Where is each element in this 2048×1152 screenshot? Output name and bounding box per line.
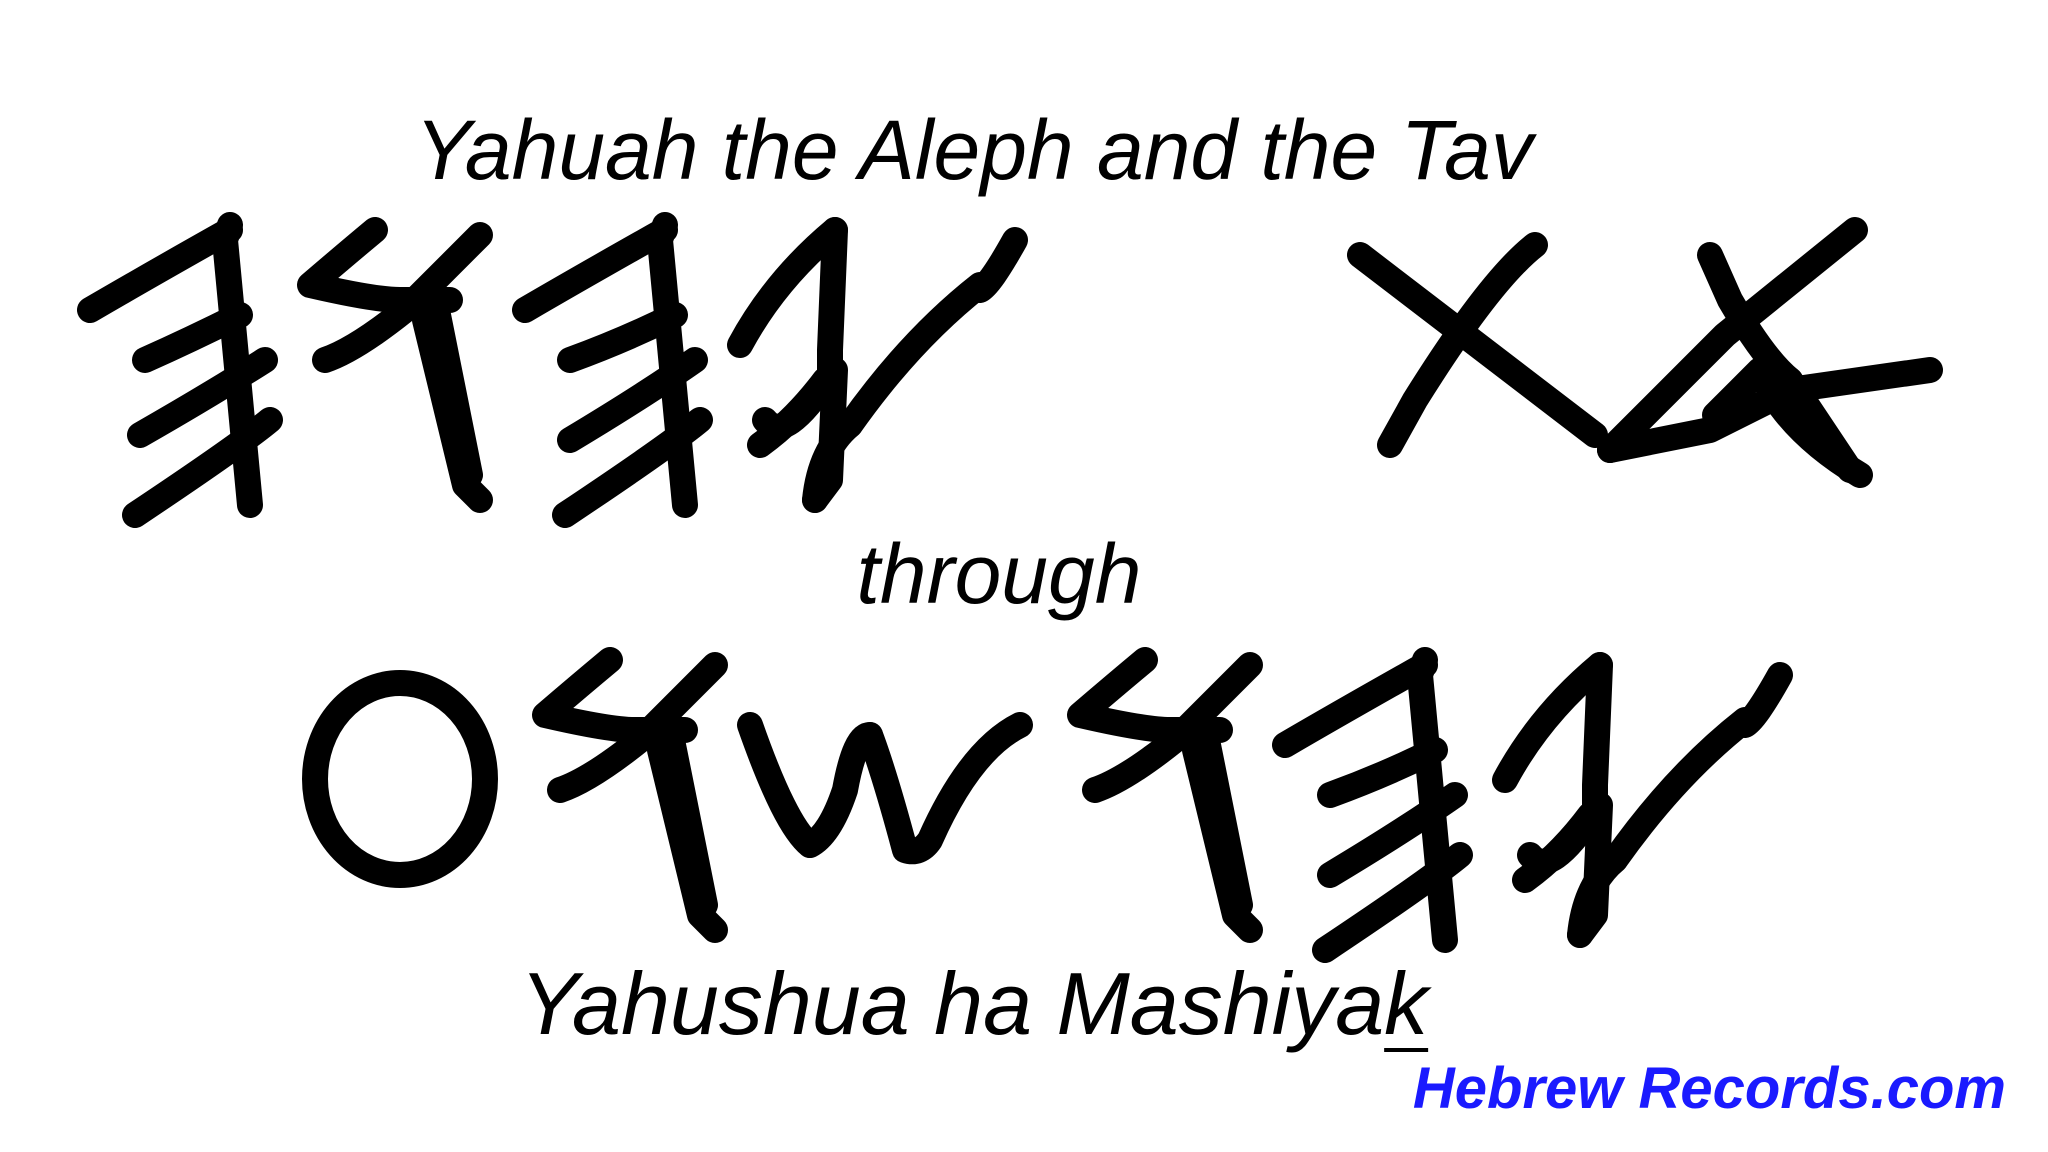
shin-glyph: [750, 725, 1020, 851]
aleph-glyph: [1610, 230, 1930, 475]
ayin-glyph: [315, 683, 485, 875]
heading-text: Yahuah the Aleph and the Tav: [415, 103, 1533, 197]
hey-glyph: [90, 225, 270, 515]
connector-text: through: [856, 527, 1142, 621]
waw-glyph: [1080, 660, 1250, 930]
yod-glyph: [740, 230, 1015, 500]
hey-glyph: [525, 225, 700, 515]
subtitle-final-letter: k: [1384, 954, 1429, 1053]
subtitle-text: [0, 954, 1998, 1053]
waw-glyph: [545, 660, 715, 930]
tav-glyph: [1360, 245, 1595, 445]
hey-glyph: [1285, 660, 1460, 950]
waw-glyph: [310, 230, 480, 500]
watermark-text: Hebrew Records.com: [1412, 1056, 2006, 1121]
yod-glyph: [1505, 665, 1780, 935]
subtitle-main: Yahushua ha Mashiya: [519, 954, 1385, 1053]
